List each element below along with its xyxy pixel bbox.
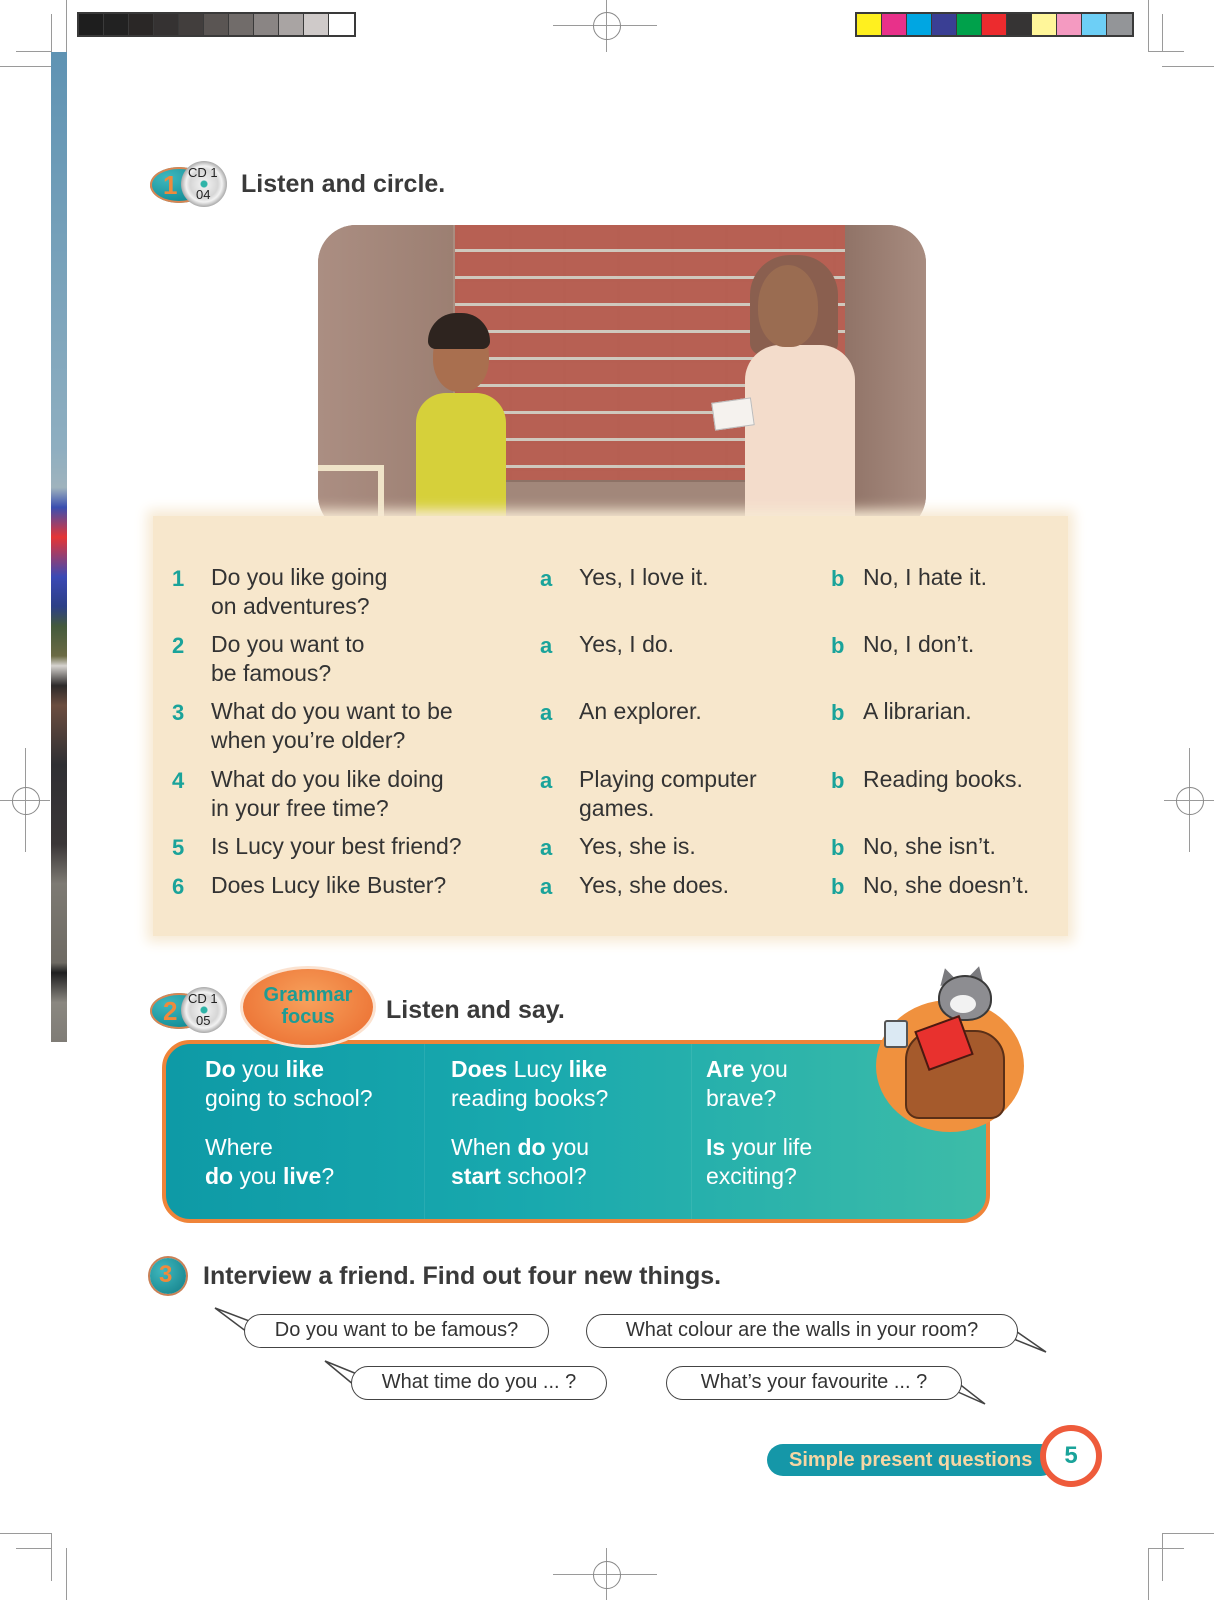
grammar-example-line bbox=[205, 1133, 273, 1162]
color-swatch bbox=[907, 14, 932, 35]
option-b-label: b bbox=[831, 566, 845, 591]
color-swatch bbox=[1107, 14, 1132, 35]
grammar-keyword: like bbox=[285, 1056, 324, 1082]
speech-bubble: What time do you ... ? bbox=[351, 1366, 607, 1400]
option-b-label: b bbox=[831, 768, 845, 793]
option-b-text: No, she doesn’t. bbox=[863, 872, 1030, 898]
cd-track: 04 bbox=[196, 187, 211, 202]
grammar-example-line bbox=[205, 1055, 324, 1084]
question-number: 1 bbox=[172, 566, 185, 591]
color-swatch bbox=[1032, 14, 1057, 35]
grammar-text: ? bbox=[321, 1163, 335, 1189]
option-a-label: a bbox=[540, 700, 553, 725]
grammar-text: going to school? bbox=[205, 1085, 373, 1111]
question-text: Does Lucy like Buster? bbox=[211, 872, 447, 898]
cd-label: CD 1 bbox=[188, 165, 218, 180]
grayscale-calibration-bar bbox=[77, 12, 356, 37]
grammar-keyword: Is bbox=[706, 1134, 726, 1160]
gray-swatch bbox=[204, 14, 229, 35]
option-a-text: An explorer. bbox=[579, 698, 702, 724]
question-text: in your free time? bbox=[211, 795, 389, 821]
option-b-text: No, I hate it. bbox=[863, 564, 988, 590]
exercise-number: 2 bbox=[163, 996, 178, 1026]
grammar-example-line bbox=[706, 1162, 797, 1191]
grammar-example-line bbox=[451, 1055, 607, 1084]
question-text: Do you want to bbox=[211, 631, 365, 657]
gray-swatch bbox=[179, 14, 204, 35]
color-swatch bbox=[1007, 14, 1032, 35]
speech-bubble: What’s your favourite ... ? bbox=[666, 1366, 962, 1400]
option-a-text: Yes, she is. bbox=[579, 833, 696, 859]
cd-track: 05 bbox=[196, 1013, 211, 1028]
adjacent-page-image-strip bbox=[51, 52, 67, 1042]
gray-swatch bbox=[254, 14, 279, 35]
boy-figure bbox=[416, 393, 506, 533]
grammar-example-line bbox=[706, 1084, 776, 1113]
option-b-text: A librarian. bbox=[863, 698, 972, 724]
color-swatch bbox=[982, 14, 1007, 35]
grammar-text: your life bbox=[725, 1134, 813, 1160]
question-number: 6 bbox=[172, 874, 185, 899]
grammar-example-line bbox=[451, 1162, 587, 1191]
color-swatch bbox=[1057, 14, 1082, 35]
option-b-label: b bbox=[831, 874, 845, 899]
gray-swatch bbox=[79, 14, 104, 35]
question-number: 3 bbox=[172, 700, 185, 725]
notepad bbox=[711, 397, 755, 430]
grammar-example-line bbox=[451, 1133, 589, 1162]
grammar-keyword: do bbox=[205, 1163, 234, 1189]
option-b-label: b bbox=[831, 633, 845, 658]
color-calibration-bar bbox=[855, 12, 1134, 37]
unit-topic-label: Simple present questions bbox=[767, 1444, 1057, 1476]
option-b-label: b bbox=[831, 835, 845, 860]
option-a-label: a bbox=[540, 633, 553, 658]
grammar-keyword: Are bbox=[706, 1056, 745, 1082]
option-a-label: a bbox=[540, 874, 553, 899]
grammar-keyword: Do bbox=[205, 1056, 236, 1082]
color-swatch bbox=[1082, 14, 1107, 35]
option-b-text: No, I don’t. bbox=[863, 631, 975, 657]
page-number: 5 bbox=[1040, 1425, 1102, 1487]
exercise-number: 3 bbox=[159, 1261, 173, 1288]
gray-swatch bbox=[229, 14, 254, 35]
exercise-number: 1 bbox=[163, 170, 178, 200]
question-number: 5 bbox=[172, 835, 185, 860]
exercise-2-instruction: Listen and say. bbox=[386, 996, 565, 1024]
option-a-text: Yes, she does. bbox=[579, 872, 730, 898]
color-swatch bbox=[857, 14, 882, 35]
question-text: be famous? bbox=[211, 660, 332, 686]
grammar-focus-badge bbox=[243, 969, 373, 1045]
question-text: when you’re older? bbox=[211, 727, 406, 753]
gray-swatch bbox=[129, 14, 154, 35]
option-a-text: Playing computer bbox=[579, 766, 757, 792]
girl-figure bbox=[745, 345, 855, 533]
grammar-example-line bbox=[451, 1084, 608, 1113]
illustration-boy-and-girl-interview bbox=[318, 225, 926, 533]
grammar-text: reading books? bbox=[451, 1085, 609, 1111]
grammar-text: you bbox=[545, 1134, 590, 1160]
option-b-text: No, she isn’t. bbox=[863, 833, 996, 859]
grammar-keyword: start bbox=[451, 1163, 501, 1189]
color-swatch bbox=[957, 14, 982, 35]
gray-swatch bbox=[329, 14, 354, 35]
gray-swatch bbox=[304, 14, 329, 35]
color-swatch bbox=[882, 14, 907, 35]
option-a-label: a bbox=[540, 768, 553, 793]
grammar-example-line bbox=[706, 1055, 788, 1084]
grammar-example-line bbox=[706, 1133, 812, 1162]
question-number: 2 bbox=[172, 633, 185, 658]
option-b-text: Reading books. bbox=[863, 766, 1023, 792]
grammar-keyword: live bbox=[282, 1163, 322, 1189]
mug bbox=[884, 1020, 908, 1048]
color-swatch bbox=[932, 14, 957, 35]
speech-bubble: Do you want to be famous? bbox=[244, 1314, 549, 1348]
question-text: What do you like doing bbox=[211, 766, 444, 792]
question-text: Is Lucy your best friend? bbox=[211, 833, 462, 859]
question-number: 4 bbox=[172, 768, 185, 793]
grammar-text: Where bbox=[205, 1134, 273, 1160]
grammar-keyword: like bbox=[568, 1056, 607, 1082]
grammar-focus-badge-line1: Grammar bbox=[263, 984, 353, 1006]
gray-swatch bbox=[279, 14, 304, 35]
cd-label: CD 1 bbox=[188, 991, 218, 1006]
exercise-3-instruction: Interview a friend. Find out four new things. bbox=[203, 1262, 722, 1290]
grammar-text: you bbox=[744, 1056, 788, 1082]
grammar-text: Lucy bbox=[507, 1056, 569, 1082]
grammar-focus-badge-line2: focus bbox=[281, 1006, 335, 1028]
gray-swatch bbox=[154, 14, 179, 35]
grammar-text: you bbox=[233, 1163, 283, 1189]
question-text: What do you want to be bbox=[211, 698, 453, 724]
option-b-label: b bbox=[831, 700, 845, 725]
question-text: on adventures? bbox=[211, 593, 370, 619]
grammar-text: exciting? bbox=[706, 1163, 797, 1189]
gray-swatch bbox=[104, 14, 129, 35]
grammar-text: brave? bbox=[706, 1085, 777, 1111]
speech-bubble: What colour are the walls in your room? bbox=[586, 1314, 1018, 1348]
question-text: Do you like going bbox=[211, 564, 388, 590]
grammar-example-line bbox=[205, 1084, 373, 1113]
grammar-text: school? bbox=[500, 1163, 587, 1189]
exercise-1-instruction: Listen and circle. bbox=[241, 170, 446, 198]
grammar-example-line bbox=[205, 1162, 334, 1191]
grammar-keyword: do bbox=[517, 1134, 546, 1160]
option-a-text: Yes, I do. bbox=[579, 631, 675, 657]
grammar-keyword: Does bbox=[451, 1056, 508, 1082]
option-a-label: a bbox=[540, 835, 553, 860]
option-a-text: games. bbox=[579, 795, 655, 821]
grammar-text: you bbox=[235, 1056, 286, 1082]
option-a-label: a bbox=[540, 566, 553, 591]
grammar-text: When bbox=[451, 1134, 518, 1160]
option-a-text: Yes, I love it. bbox=[579, 564, 709, 590]
